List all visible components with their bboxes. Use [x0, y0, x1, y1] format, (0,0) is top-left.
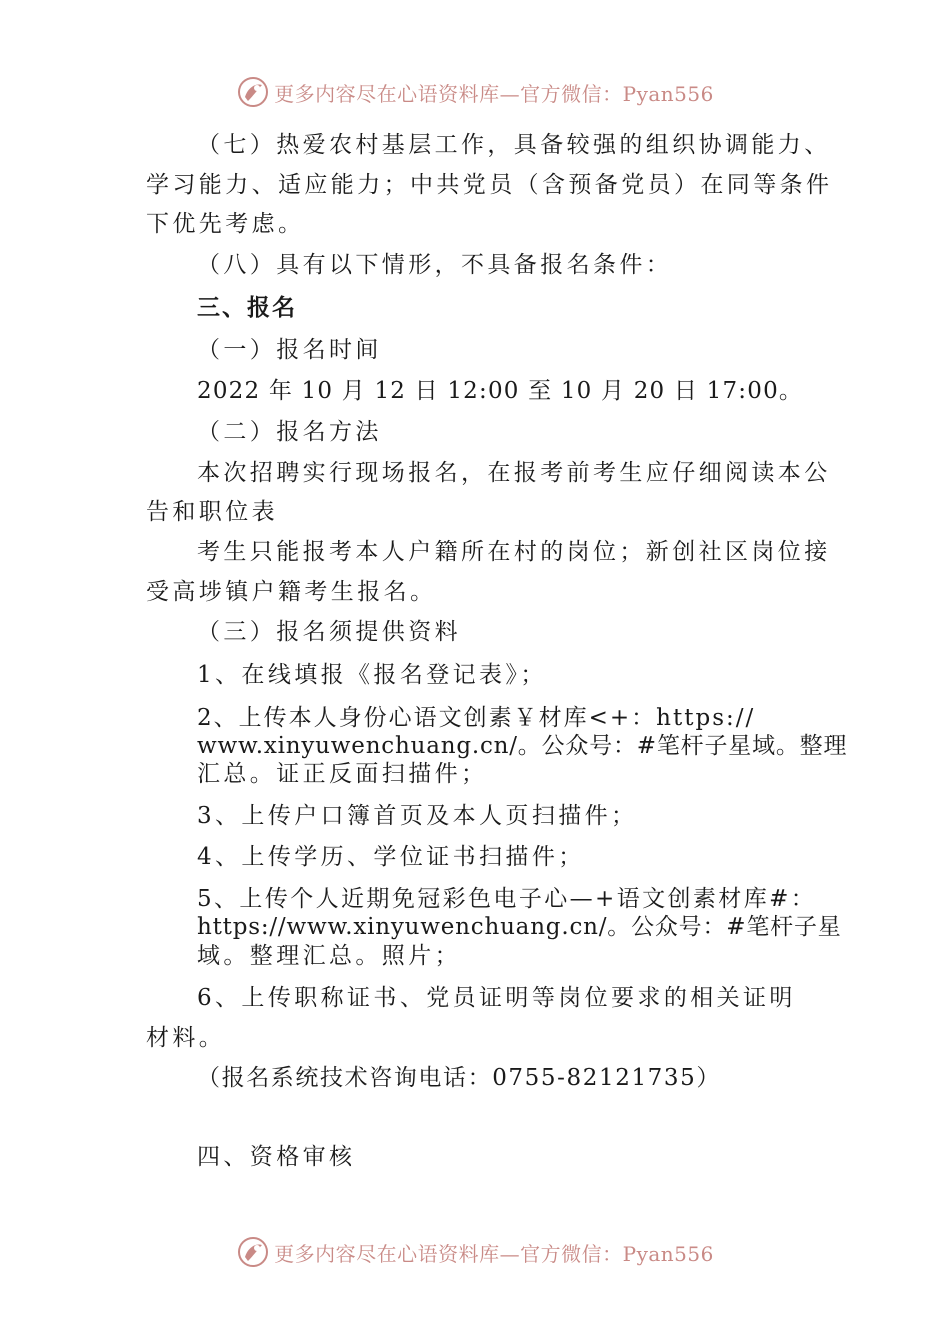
section-heading: 四、资格审核 — [197, 1144, 356, 1170]
list-item-continuation: https://www.xinyuwenchuang.cn/。公众号：#笔杆子星 — [197, 914, 842, 940]
list-item-continuation: 材料。 — [146, 1025, 226, 1051]
paragraph-line: 下优先考虑。 — [146, 211, 305, 237]
list-item-continuation: 汇总。证正反面扫描件； — [197, 761, 488, 787]
subsection-heading: （三）报名须提供资料 — [197, 619, 461, 645]
list-item: 3、上传户口簿首页及本人页扫描件； — [197, 803, 638, 829]
paragraph-line: 学习能力、适应能力；中共党员（含预备党员）在同等条件 — [146, 172, 833, 198]
list-item-continuation: 域。整理汇总。照片； — [197, 943, 461, 969]
paragraph-line: 本次招聘实行现场报名，在报考前考生应仔细阅读本公 — [197, 460, 831, 486]
list-item: 5、上传个人近期免冠彩色电子心—+语文创素材库#： — [197, 886, 817, 912]
registration-time: 2022 年 10 月 12 日 12:00 至 10 月 20 日 17:00。 — [197, 378, 804, 404]
paragraph-line: 受高埗镇户籍考生报名。 — [146, 579, 437, 605]
section-heading: 三、报名 — [197, 295, 297, 321]
footer-watermark — [0, 1234, 950, 1270]
list-item-continuation: www.xinyuwenchuang.cn/。公众号：#笔杆子星域。整理 — [197, 733, 848, 759]
paragraph-line: （八）具有以下情形，不具备报名条件： — [197, 252, 673, 278]
watermark-text: 更多内容尽在心语资料库—官方微信：Pyan556 — [274, 1241, 714, 1266]
list-item: 1、在线填报《报名登记表》； — [197, 662, 547, 688]
subsection-heading: （二）报名方法 — [197, 419, 382, 445]
paragraph-line: 告和职位表 — [146, 499, 278, 525]
hotline-note: （报名系统技术咨询电话：0755-82121735） — [197, 1065, 721, 1091]
list-item: 4、上传学历、学位证书扫描件； — [197, 844, 585, 870]
paragraph-line: （七）热爱农村基层工作，具备较强的组织协调能力、 — [197, 132, 831, 158]
list-item: 6、上传职称证书、党员证明等岗位要求的相关证明 — [197, 985, 796, 1011]
watermark-text: 更多内容尽在心语资料库—官方微信：Pyan556 — [274, 81, 714, 106]
subsection-heading: （一）报名时间 — [197, 337, 382, 363]
logo-icon — [236, 1235, 270, 1269]
paragraph-line: 考生只能报考本人户籍所在村的岗位；新创社区岗位接 — [197, 539, 831, 565]
list-item: 2、上传本人身份心语文创素￥材库<+：https:// — [197, 705, 756, 731]
